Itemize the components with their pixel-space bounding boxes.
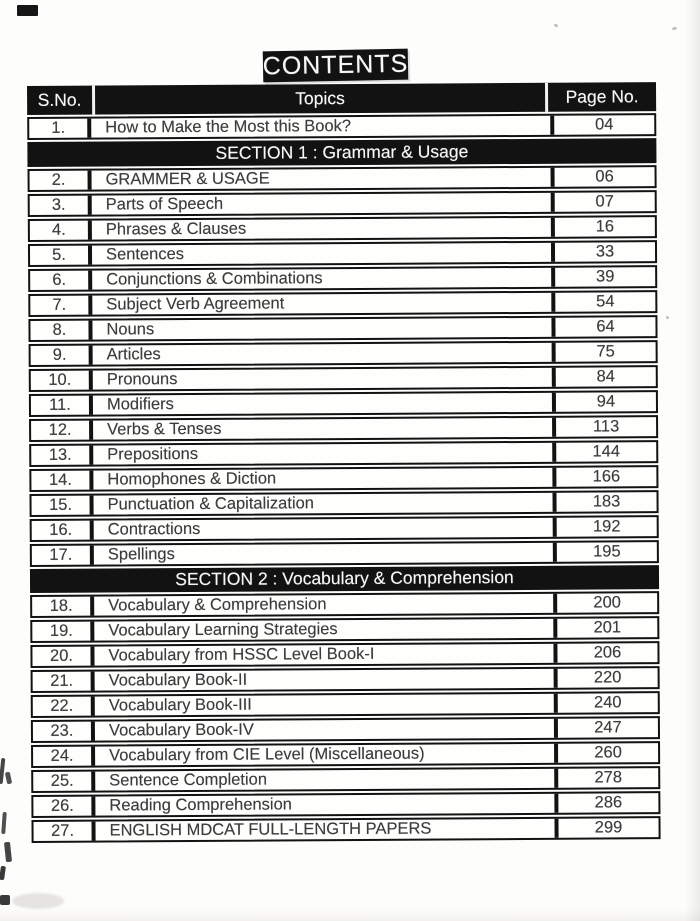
cell-serial-no: 12.	[31, 420, 93, 439]
cell-page-no: 299	[554, 818, 658, 838]
cell-serial-no: 21.	[33, 672, 95, 691]
table-row	[29, 340, 658, 367]
cell-topic: Phrases & Clauses	[105, 219, 247, 239]
cell-serial-no: 9.	[31, 345, 93, 364]
cell-serial-no: 11.	[31, 395, 93, 414]
cell-page-no: 144	[552, 442, 656, 462]
cell-topic: Contractions	[107, 519, 201, 539]
table-row	[28, 190, 657, 217]
table-row	[28, 265, 657, 292]
cell-serial-no: 18.	[32, 597, 94, 616]
cell-page-no: 07	[551, 192, 655, 212]
table-row	[30, 515, 659, 542]
cell-topic: Prepositions	[107, 444, 199, 464]
cell-serial-no: 17.	[32, 545, 94, 564]
cell-serial-no: 15.	[32, 495, 94, 514]
scan-mark-top-left	[17, 5, 38, 16]
table-row	[31, 741, 660, 768]
cell-serial-no: 10.	[31, 370, 93, 389]
cell-topic: ENGLISH MDCAT FULL-LENGTH PAPERS	[109, 819, 432, 840]
cell-page-no: 84	[552, 367, 656, 387]
cell-topic: Vocabulary Book-II	[108, 670, 248, 690]
cell-page-no: 192	[553, 517, 657, 537]
cell-serial-no: 13.	[31, 445, 93, 464]
cell-page-no: 64	[551, 317, 655, 337]
cell-topic: How to Make the Most this Book?	[105, 117, 352, 137]
cell-topic: Reading Comprehension	[109, 795, 292, 815]
cell-page-no: 54	[551, 292, 655, 312]
cell-topic: Subject Verb Agreement	[106, 293, 285, 314]
table-row	[31, 666, 660, 693]
cell-page-no: 260	[554, 743, 658, 763]
cell-topic: Parts of Speech	[105, 194, 224, 214]
table-header-row	[27, 82, 656, 115]
cell-serial-no: 19.	[32, 622, 94, 641]
cell-topic: Vocabulary & Comprehension	[108, 595, 327, 615]
cell-page-no: 16	[551, 217, 655, 237]
cell-page-no: 286	[554, 793, 658, 813]
cell-page-no: 201	[553, 618, 657, 638]
table-row	[29, 490, 658, 517]
table-row	[30, 540, 659, 567]
cell-serial-no: 4.	[30, 220, 92, 239]
table-row	[29, 440, 658, 467]
cell-serial-no: 1.	[29, 119, 91, 138]
cell-serial-no: 26.	[33, 797, 95, 816]
cell-page-no: 166	[552, 467, 656, 487]
cell-page-no: 94	[552, 392, 656, 412]
cell-page-no: 33	[551, 242, 655, 262]
table-row	[28, 315, 657, 342]
cell-serial-no: 2.	[30, 170, 92, 189]
scan-edge-bottom	[0, 909, 700, 921]
page-title: CONTENTS	[262, 49, 409, 81]
cell-serial-no: 6.	[30, 270, 92, 289]
cell-page-no: 220	[554, 668, 658, 688]
cell-topic: Sentence Completion	[109, 770, 268, 790]
cell-serial-no: 20.	[32, 647, 94, 666]
scan-scratch	[4, 842, 12, 863]
table-row	[29, 365, 658, 392]
cell-topic: Vocabulary from HSSC Level Book-I	[108, 644, 375, 665]
table-row	[30, 641, 659, 668]
cell-page-no: 75	[552, 342, 656, 362]
table-row	[29, 415, 658, 442]
cell-topic: Vocabulary Learning Strategies	[108, 620, 338, 640]
header-sno: S.No.	[37, 89, 82, 110]
table-row	[31, 691, 660, 718]
cell-serial-no: 16.	[32, 520, 94, 539]
cell-topic: Spellings	[107, 544, 175, 564]
section-header-row: SECTION 2 : Vocabulary & Comprehension	[30, 565, 659, 593]
cell-serial-no: 22.	[33, 697, 95, 716]
cell-page-no: 206	[553, 643, 657, 663]
cell-topic: Modifiers	[106, 394, 174, 414]
table-row	[28, 165, 657, 192]
cell-serial-no: 23.	[33, 722, 95, 741]
scan-speck	[672, 26, 678, 31]
cell-serial-no: 25.	[33, 772, 95, 791]
cell-topic: Vocabulary Book-III	[108, 695, 252, 715]
cell-serial-no: 7.	[30, 295, 92, 314]
table-row	[28, 290, 657, 317]
header-topics: Topics	[92, 83, 545, 115]
scan-scratch	[0, 866, 6, 881]
cell-page-no: 247	[554, 718, 658, 738]
cell-page-no: 195	[553, 542, 657, 562]
table-row	[30, 616, 659, 643]
table-row	[28, 215, 657, 242]
table-row	[31, 766, 660, 793]
cell-page-no: 39	[551, 267, 655, 287]
cell-topic: Pronouns	[106, 369, 178, 389]
cell-topic: Vocabulary from CIE Level (Miscellaneous)	[109, 744, 425, 765]
section-header-row: SECTION 1 : Grammar & Usage	[27, 138, 656, 166]
scan-scratch	[1, 812, 7, 834]
scan-scratch	[0, 895, 10, 905]
contents-table	[27, 82, 661, 843]
scan-scratch	[0, 758, 5, 784]
table-row	[29, 465, 658, 492]
cell-page-no: 278	[554, 768, 658, 788]
scan-edge-right	[684, 0, 700, 921]
cell-topic: Nouns	[106, 319, 155, 339]
cell-topic: Punctuation & Capitalization	[107, 493, 314, 514]
header-page-no: Page No.	[545, 82, 656, 112]
cell-page-no: 200	[553, 593, 657, 613]
cell-page-no: 113	[552, 417, 656, 437]
cell-serial-no: 8.	[30, 320, 92, 339]
cell-serial-no: 24.	[33, 747, 95, 766]
table-row	[29, 390, 658, 417]
cell-page-no: 06	[551, 167, 655, 187]
table-row	[27, 113, 656, 140]
table-row	[31, 716, 660, 743]
table-row	[31, 791, 660, 818]
cell-page-no: 240	[554, 693, 658, 713]
cell-serial-no: 5.	[30, 245, 92, 264]
cell-topic: Vocabulary Book-IV	[108, 720, 254, 740]
scan-smudge	[12, 893, 64, 909]
cell-topic: Conjunctions & Combinations	[106, 268, 323, 289]
cell-topic: Articles	[106, 344, 161, 364]
table-row	[28, 240, 657, 267]
cell-topic: Verbs & Tenses	[107, 419, 222, 439]
cell-topic: GRAMMER & USAGE	[105, 169, 270, 189]
cell-page-no: 04	[550, 115, 654, 135]
table-row	[30, 591, 659, 618]
cell-page-no: 183	[552, 492, 656, 512]
cell-topic: Sentences	[105, 244, 185, 264]
toc-body	[27, 113, 660, 843]
cell-serial-no: 27.	[33, 822, 95, 841]
scan-scratch	[5, 772, 12, 785]
scan-speck	[554, 23, 559, 28]
cell-topic: Homophones & Diction	[107, 468, 277, 489]
cell-serial-no: 14.	[31, 470, 93, 489]
table-row	[31, 816, 660, 843]
scan-speck	[666, 316, 669, 319]
cell-serial-no: 3.	[30, 195, 92, 214]
